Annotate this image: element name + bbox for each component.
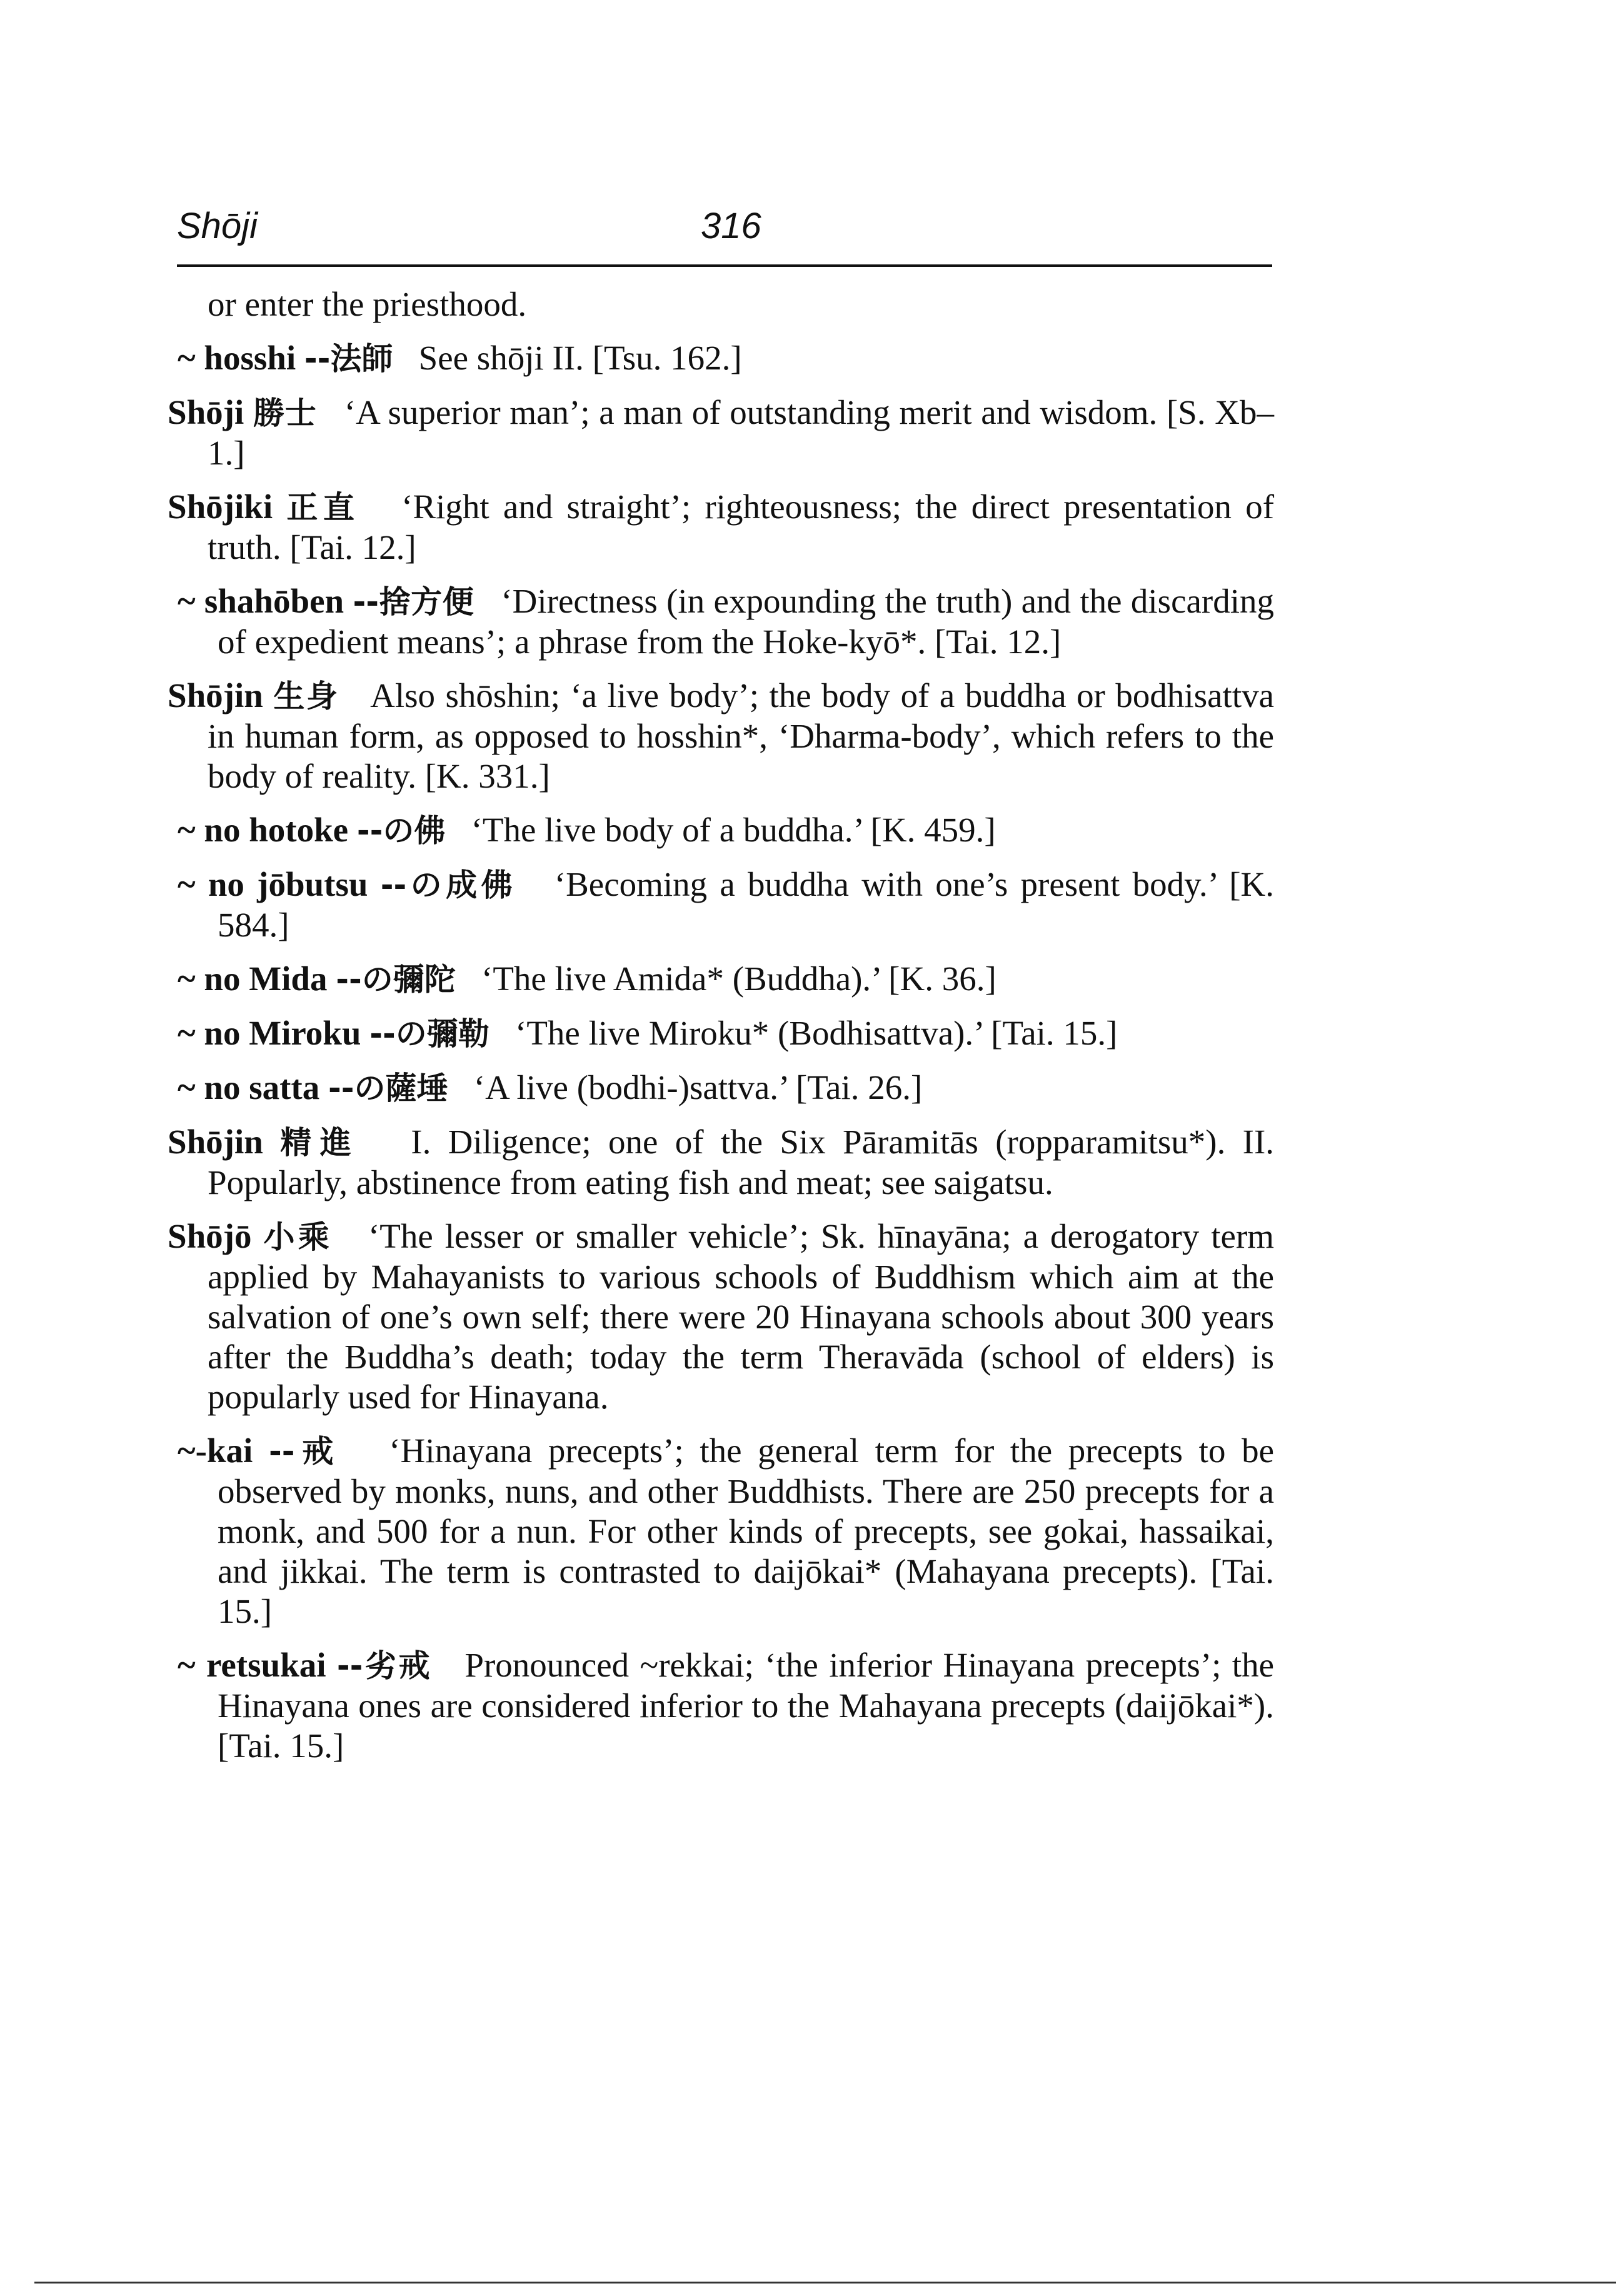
entry-definition: I. Diligence; one of the Six Pāramitās (ropparamitsu*). II. Popularly, abstinence from eating fish and meat; see saigatsu. [208,1123,1275,1201]
entry-definition: ‘Hinayana precepts’; the general term for the precepts to be observed by monks, nuns, and other Buddhists. There are 250 precepts for a monk, and 500 for a nun. For other kinds of precepts, see gokai, hassaikai, and jikkai. The term is contrasted to daijōkai* (Mahayana precepts). [Tai. 15.] [218,1431,1275,1630]
entry-kanji: 勝士 [253,395,317,431]
entry-kanji: --の彌陀 [336,961,456,998]
entry-kanji: --戒 [268,1433,341,1470]
entry-headword: ~-kai [178,1431,253,1470]
entry-definition: Pronounced ~rekkai; ‘the inferior Hinayana precepts’; the Hinayana ones are considered inferior to the Mahayana precepts (daijōkai*). [Tai. 15.] [218,1646,1274,1765]
entry-definition: ‘Right and straight’; righteousness; the direct presentation of truth. [Tai. 12.] [208,488,1275,566]
entry-headword: ~ no satta [178,1068,320,1106]
bottom-rule [34,2282,1616,2283]
entry-headword: Shōji [168,393,244,431]
entry-kanji: --の佛 [356,813,446,849]
entry-headword: ~ no Miroku [178,1014,361,1052]
dictionary-entry [168,393,1274,473]
entry-definition: or enter the priesthood. [208,285,527,323]
entry-headword: Shōjin [168,1123,263,1161]
entry-definition: ‘A superior man’; a man of outstanding merit and wisdom. [S. Xb–1.] [208,393,1275,472]
page-number: 316 [701,206,761,246]
dictionary-entry [168,1216,1274,1417]
dictionary-entry [178,338,1274,379]
entry-headword: ~ hosshi [178,339,296,377]
entry-kanji: 生身 [273,678,339,714]
entry-headword: ~ no hotoke [178,811,349,849]
entry-definition: ‘A live (bodhi-)sattva.’ [Tai. 26.] [473,1068,923,1106]
dictionary-entry [168,676,1274,796]
dictionary-entries [168,284,1274,1780]
entry-kanji: 小乘 [263,1219,333,1255]
continuation-text [168,284,1274,324]
entry-kanji: --劣戒 [336,1648,433,1684]
entry-headword: Shōjin [168,676,263,714]
entry-definition: ‘Becoming a buddha with one’s present body.’ [K. 584.] [218,865,1274,944]
entry-headword: Shōjiki [168,488,273,526]
entry-kanji: --捨方便 [353,584,474,620]
entry-kanji: --の彌勒 [369,1016,489,1052]
entry-definition: ‘The live body of a buddha.’ [K. 459.] [471,811,996,849]
dictionary-entry [168,487,1274,568]
entry-definition: ‘Directness (in expounding the truth) and the discarding of expedient means’; a phrase from the Hoke-kyō*. [Tai. 12.] [218,582,1274,661]
entry-kanji: --の薩埵 [328,1070,448,1106]
dictionary-entry [178,1645,1274,1766]
dictionary-entry [178,1068,1274,1108]
entry-headword: ~ no jōbutsu [178,865,368,903]
page-header [177,205,1271,246]
running-head: Shōji [177,206,258,246]
entry-definition: ‘The lesser or smaller vehicle’; Sk. hīnayāna; a derogatory term applied by Mahayanists to various schools of Buddhism which aim at the salvation of one’s own self; there were 20 Hinayana schools about 300 years after the Buddha’s death; today the term Theravāda (school of elders) is popularly used for Hinayana. [208,1217,1275,1416]
entry-kanji: 精進 [280,1125,360,1161]
dictionary-entry [178,959,1274,1000]
entry-definition: Also shōshin; ‘a live body’; the body of a buddha or bodhisattva in human form, as opposed to hosshin*, ‘Dharma-body’, which refers to the body of reality. [K. 331.] [208,676,1275,795]
entry-definition: ‘The live Amida* (Buddha).’ [K. 36.] [481,960,996,998]
dictionary-entry [178,1013,1274,1054]
entry-definition: See shōji II. [Tsu. 162.] [418,339,742,377]
entry-headword: Shōjō [168,1217,252,1255]
dictionary-entry [178,581,1274,662]
dictionary-entry [178,1431,1274,1632]
dictionary-entry [178,810,1274,851]
entry-kanji: 正直 [286,489,360,526]
dictionary-entry [178,865,1274,945]
entry-headword: ~ no Mida [178,960,328,998]
entry-headword: ~ shahōben [178,582,344,620]
entry-definition: ‘The live Miroku* (Bodhisattva).’ [Tai. 15.] [515,1014,1118,1052]
header-rule [177,264,1272,267]
entry-kanji: --の成佛 [380,867,517,903]
dictionary-entry [168,1122,1274,1203]
entry-headword: ~ retsukai [178,1646,326,1684]
entry-kanji: --法師 [304,341,393,377]
